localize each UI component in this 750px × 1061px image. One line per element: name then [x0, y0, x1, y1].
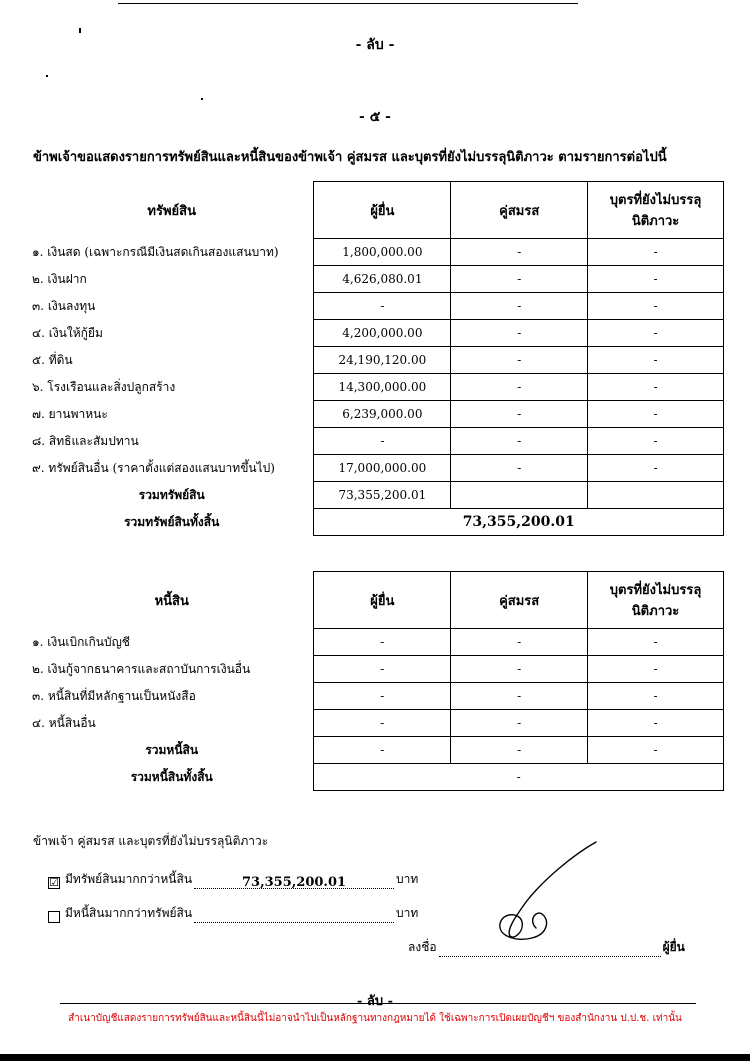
col-spouse: คู่สมรส	[451, 572, 588, 629]
cell-declarant: 4,200,000.00	[314, 320, 451, 347]
liabilities-total-child: -	[588, 737, 724, 764]
page-number: - ๕ -	[359, 109, 391, 125]
liabilities-total-label: รวมหนี้สิน	[145, 742, 199, 757]
cell-spouse: -	[451, 239, 588, 266]
col-child-line1: บุตรที่ยังไม่บรรลุ	[609, 193, 702, 208]
confidential-header: - ลับ -	[355, 37, 395, 53]
col-child-line1: บุตรที่ยังไม่บรรลุ	[609, 583, 702, 598]
liabilities-grand-total-label: รวมหนี้สินทั้งสิ้น	[130, 769, 213, 784]
table-row	[30, 656, 724, 683]
table-row	[30, 266, 724, 293]
cell-spouse: -	[451, 347, 588, 374]
cell-declarant: 1,800,000.00	[314, 239, 451, 266]
table-row	[30, 455, 724, 482]
option2-unit: บาท	[396, 906, 419, 920]
assets-grand-total-label: รวมทรัพย์สินทั้งสิ้น	[124, 514, 220, 529]
assets-heading: ทรัพย์สิน	[147, 203, 196, 219]
cell-spouse: -	[451, 629, 588, 656]
liabilities-table	[30, 571, 724, 791]
cell-spouse: -	[451, 320, 588, 347]
cell-child: -	[588, 683, 724, 710]
liabilities-header-row	[30, 572, 724, 629]
option-assets-exceed	[48, 870, 418, 889]
option1-value: 73,355,200.01	[194, 875, 394, 889]
cell-spouse: -	[451, 293, 588, 320]
sign-label: ลงชื่อ	[408, 940, 437, 954]
liabilities-grand-total-value: -	[314, 764, 724, 791]
col-child	[588, 572, 724, 629]
row-label: ๑. เงินสด (เฉพาะกรณีมีเงินสดเกินสองแสนบาท)	[32, 244, 279, 259]
assets-header-row	[30, 182, 724, 239]
summary-intro: ข้าพเจ้า คู่สมรส และบุตรที่ยังไม่บรรลุนิติภาวะ	[33, 834, 269, 848]
cell-declarant: 14,300,000.00	[314, 374, 451, 401]
assets-total-spouse	[451, 482, 588, 509]
assets-grand-total-row	[30, 509, 724, 536]
col-child-line2: นิติภาวะ	[631, 604, 680, 619]
cell-child: -	[588, 656, 724, 683]
checked-checkbox[interactable]: ☑	[49, 876, 59, 889]
cell-child: -	[588, 293, 724, 320]
table-row	[30, 428, 724, 455]
assets-total-child	[588, 482, 724, 509]
cell-declarant: -	[314, 710, 451, 737]
scan-speck	[46, 75, 48, 77]
cell-declarant: -	[314, 629, 451, 656]
cell-spouse: -	[451, 656, 588, 683]
cell-spouse: -	[451, 683, 588, 710]
sign-role: ผู้ยื่น	[662, 940, 685, 954]
cell-spouse: -	[451, 455, 588, 482]
table-row	[30, 683, 724, 710]
option1-label: มีทรัพย์สินมากกว่าหนี้สิน	[65, 872, 193, 886]
cell-declarant: -	[314, 683, 451, 710]
row-label: ๒. เงินกู้จากธนาคารและสถาบันการเงินอื่น	[32, 661, 251, 676]
assets-total-label: รวมทรัพย์สิน	[138, 487, 205, 502]
row-label: ๔. หนี้สินอื่น	[32, 715, 96, 730]
table-row	[30, 320, 724, 347]
signature-line	[439, 943, 661, 957]
table-row	[30, 401, 724, 428]
empty-checkbox[interactable]	[48, 911, 60, 923]
liabilities-total-row	[30, 737, 724, 764]
handwritten-signature	[488, 840, 598, 950]
row-label: ๓. เงินลงทุน	[32, 298, 96, 313]
row-label: ๙. ทรัพย์สินอื่น (ราคาตั้งแต่สองแสนบาทขึ้นไป)	[32, 460, 275, 475]
table-row	[30, 710, 724, 737]
option2-label: มีหนี้สินมากกว่าทรัพย์สิน	[65, 906, 193, 920]
top-rule	[118, 3, 578, 4]
cell-child: -	[588, 347, 724, 374]
scan-edge-bar	[0, 1054, 750, 1061]
option2-value	[194, 909, 394, 923]
cell-child: -	[588, 629, 724, 656]
table-row	[30, 293, 724, 320]
row-label: ๔. เงินให้กู้ยืม	[32, 325, 103, 340]
assets-grand-total-value: 73,355,200.01	[314, 509, 724, 536]
disclaimer-note: สำเนาบัญชีแสดงรายการทรัพย์สินและหนี้สินนี้ไม่อาจนำไปเป็นหลักฐานทางกฎหมายได้ ใช้เฉพาะการเปิดเผยบัญชีฯ ของสำนักงาน ป.ป.ช. เท่านั้น	[68, 1013, 682, 1024]
cell-spouse: -	[451, 428, 588, 455]
col-spouse: คู่สมรส	[451, 182, 588, 239]
row-label: ๘. สิทธิและสัมปทาน	[32, 433, 139, 448]
cell-declarant: 6,239,000.00	[314, 401, 451, 428]
col-declarant: ผู้ยื่น	[314, 572, 451, 629]
row-label: ๗. ยานพาหนะ	[32, 406, 108, 421]
cell-spouse: -	[451, 401, 588, 428]
footer-rule	[60, 1003, 696, 1004]
cell-declarant: 17,000,000.00	[314, 455, 451, 482]
row-label: ๒. เงินฝาก	[32, 271, 87, 286]
confidential-footer: - ลับ -	[356, 994, 394, 1009]
cell-declarant: -	[314, 656, 451, 683]
cell-child: -	[588, 428, 724, 455]
liabilities-heading: หนี้สิน	[154, 593, 189, 609]
intro-statement: ข้าพเจ้าขอแสดงรายการทรัพย์สินและหนี้สินของข้าพเจ้า คู่สมรส และบุตรที่ยังไม่บรรลุนิติภาวะ ตามรายการต่อไปนี้	[33, 150, 667, 165]
table-row	[30, 239, 724, 266]
row-label: ๓. หนี้สินที่มีหลักฐานเป็นหนังสือ	[32, 688, 196, 703]
cell-child: -	[588, 266, 724, 293]
assets-total-row	[30, 482, 724, 509]
option1-unit: บาท	[396, 872, 419, 886]
liabilities-total-spouse: -	[451, 737, 588, 764]
assets-total-declarant: 73,355,200.01	[314, 482, 451, 509]
signature-row	[408, 938, 685, 957]
col-child-line2: นิติภาวะ	[631, 214, 680, 229]
cell-declarant: 4,626,080.01	[314, 266, 451, 293]
row-label: ๑. เงินเบิกเกินบัญชี	[32, 634, 130, 649]
row-label: ๖. โรงเรือนและสิ่งปลูกสร้าง	[32, 379, 176, 394]
col-child	[588, 182, 724, 239]
cell-child: -	[588, 455, 724, 482]
cell-declarant: -	[314, 293, 451, 320]
cell-child: -	[588, 710, 724, 737]
scan-speck	[79, 28, 81, 33]
cell-child: -	[588, 401, 724, 428]
cell-declarant: 24,190,120.00	[314, 347, 451, 374]
option-liabilities-exceed	[48, 904, 418, 923]
scan-speck	[201, 98, 203, 100]
cell-spouse: -	[451, 710, 588, 737]
liabilities-total-declarant: -	[314, 737, 451, 764]
liabilities-grand-total-row	[30, 764, 724, 791]
cell-child: -	[588, 320, 724, 347]
assets-table	[30, 181, 724, 536]
cell-child: -	[588, 374, 724, 401]
cell-spouse: -	[451, 266, 588, 293]
row-label: ๕. ที่ดิน	[32, 352, 73, 367]
cell-spouse: -	[451, 374, 588, 401]
cell-declarant: -	[314, 428, 451, 455]
cell-child: -	[588, 239, 724, 266]
table-row	[30, 347, 724, 374]
table-row	[30, 629, 724, 656]
table-row	[30, 374, 724, 401]
col-declarant: ผู้ยื่น	[314, 182, 451, 239]
